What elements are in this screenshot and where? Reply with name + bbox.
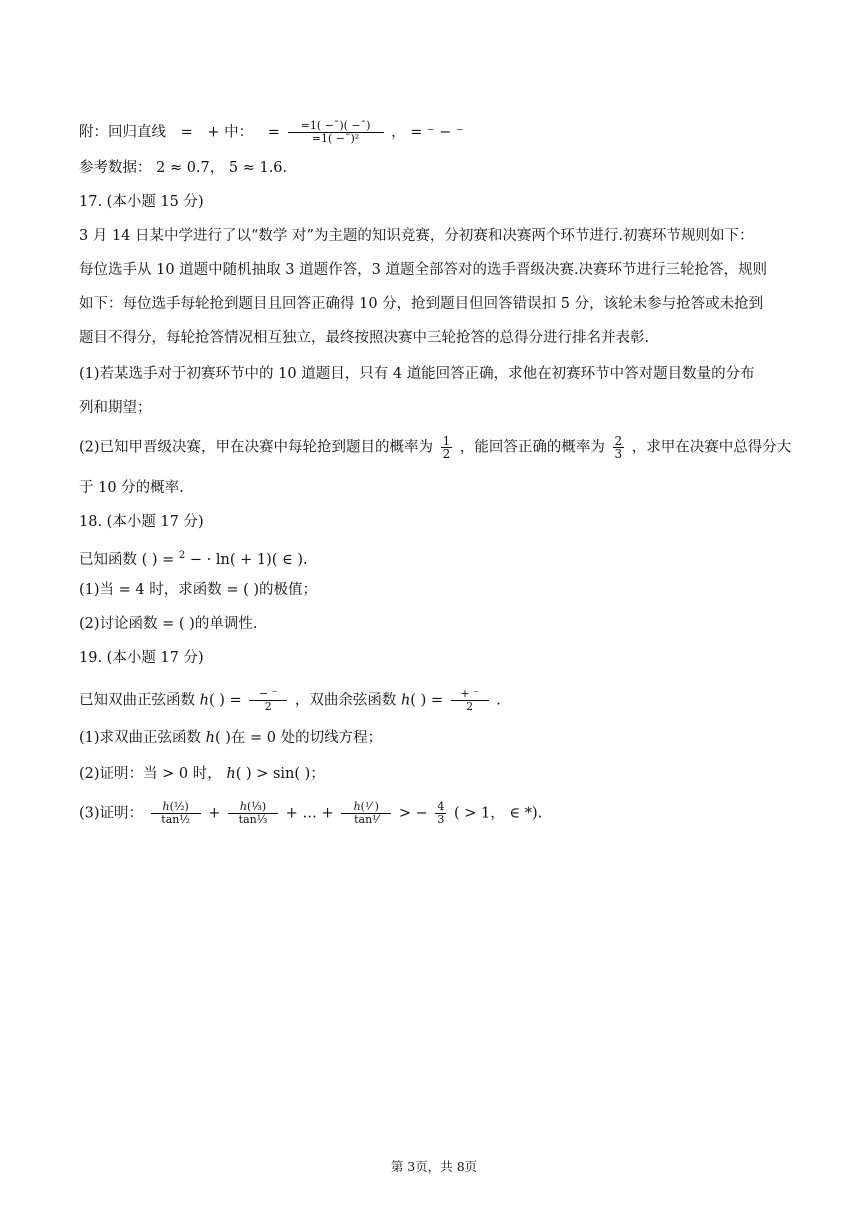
page-footer: 第 3页，共 8页: [390, 1159, 478, 1174]
text: 已知双曲正弦函数 ℎ( ) =: [79, 692, 242, 709]
problem-19-part-3: [79, 801, 791, 826]
text: ( > 1， ∈ *).: [454, 805, 543, 822]
problem-17-part-1: (1)若某选手对于初赛环节中的 10 道题目，只有 4 道能回答正确，求他在初赛环节中答对题目数量的分布: [79, 366, 755, 382]
text: ，求甲在决赛中总得分大: [631, 439, 792, 456]
regression-slope-fraction: [288, 120, 384, 145]
fraction-denominator: 2: [466, 700, 474, 713]
text: ⁻ − ⁻: [427, 124, 464, 141]
fraction-four-thirds: [435, 801, 446, 826]
problem-19-statement: [79, 688, 791, 713]
text: 中：: [224, 124, 254, 141]
fraction-numerator: − ⁻: [249, 688, 287, 701]
text: 已知函数 ( ) =: [79, 552, 175, 568]
fraction-denominator: 2: [442, 447, 451, 461]
problem-17-heading: 17. (本小题 15 分): [79, 194, 204, 210]
regression-formula-line: [79, 120, 791, 145]
text: ，: [391, 124, 406, 141]
fraction-numerator: 1: [442, 434, 451, 448]
problem-17-part-1-cont: 列和期望；: [79, 400, 152, 416]
problem-19-heading: 19. (本小题 17 分): [79, 650, 204, 666]
problem-17-text-2: 每位选手从 10 道题中随机抽取 3 道题作答，3 道题全部答对的选手晋级决赛.决赛环节进行三轮抢答，规则: [79, 262, 768, 278]
text: =: [180, 124, 193, 141]
reference-data-line: 参考数据： 2 ≈ 0.7， 5 ≈ 1.6．: [79, 160, 298, 176]
text: =: [410, 124, 423, 141]
fraction-denominator: 2: [264, 700, 272, 713]
text: .: [496, 692, 501, 709]
text: +: [207, 124, 220, 141]
problem-17-text-1: 3 月 14 日某中学进行了以“数学 对”为主题的知识竞赛，分初赛和决赛两个环节进行.初赛环节规则如下：: [79, 228, 754, 244]
fraction-denominator: tan½: [161, 813, 191, 826]
fraction-denominator: 3: [614, 447, 623, 461]
problem-18-part-2: (2)讨论函数 = ( )的单调性.: [79, 616, 258, 632]
sinh-definition-fraction: [249, 688, 287, 713]
cosh-definition-fraction: [451, 688, 489, 713]
fraction-denominator: tan⅓: [238, 813, 268, 826]
fraction-numerator: 2: [614, 434, 623, 448]
text: ，双曲余弦函数 ℎ( ) =: [294, 692, 443, 709]
fraction-numerator: 4: [437, 800, 445, 813]
problem-18-part-1: (1)当 = 4 时，求函数 = ( )的极值；: [79, 582, 318, 598]
text: (2)已知甲晋级决赛，甲在决赛中每轮抢到题目的概率为: [79, 439, 434, 456]
fraction-one-half: [441, 435, 453, 460]
fraction-denominator: 3: [437, 813, 445, 826]
text: +: [208, 805, 221, 822]
problem-19-part-2: (2)证明：当 > 0 时， ℎ( ) > sin( )；: [79, 766, 325, 782]
sum-term-n-fraction: [341, 801, 391, 826]
fraction-numerator: ℎ(½): [151, 801, 201, 814]
fraction-denominator: =1( −¯)²: [311, 132, 360, 145]
text: + … +: [285, 805, 334, 822]
problem-18-heading: 18. (本小题 17 分): [79, 514, 204, 530]
fraction-numerator: =1( −¯)( −¯): [288, 120, 384, 133]
text: (3)证明：: [79, 805, 144, 822]
problem-18-statement: [79, 546, 791, 570]
problem-17-text-4: 题目不得分，每轮抢答情况相互独立，最终按照决赛中三轮抢答的总得分进行排名并表彰.: [79, 330, 650, 346]
superscript: 2: [178, 550, 186, 561]
text: > −: [398, 805, 428, 822]
fraction-two-thirds: [613, 435, 625, 460]
text: ，能回答正确的概率为: [459, 439, 605, 456]
fraction-numerator: + ⁻: [451, 688, 489, 701]
problem-19-part-1: (1)求双曲正弦函数 ℎ( )在 = 0 处的切线方程；: [79, 730, 383, 746]
sum-term-2-fraction: [228, 801, 278, 826]
fraction-denominator: tan¹⁄: [354, 813, 379, 826]
problem-17-part-2-cont: 于 10 分的概率.: [79, 480, 184, 496]
fraction-numerator: ℎ(⅓): [228, 801, 278, 814]
text: =: [267, 124, 280, 141]
problem-17-text-3: 如下：每位选手每轮抢到题目且回答正确得 10 分，抢到题目但回答错误扣 5 分，该轮未参与抢答或未抢到: [79, 296, 764, 312]
text: 附：回归直线: [79, 124, 166, 141]
problem-17-part-2: [79, 435, 791, 460]
text: − · ln( + 1)( ∈ ).: [189, 552, 308, 568]
sum-term-1-fraction: [151, 801, 201, 826]
fraction-numerator: ℎ(¹⁄ ): [341, 801, 391, 814]
